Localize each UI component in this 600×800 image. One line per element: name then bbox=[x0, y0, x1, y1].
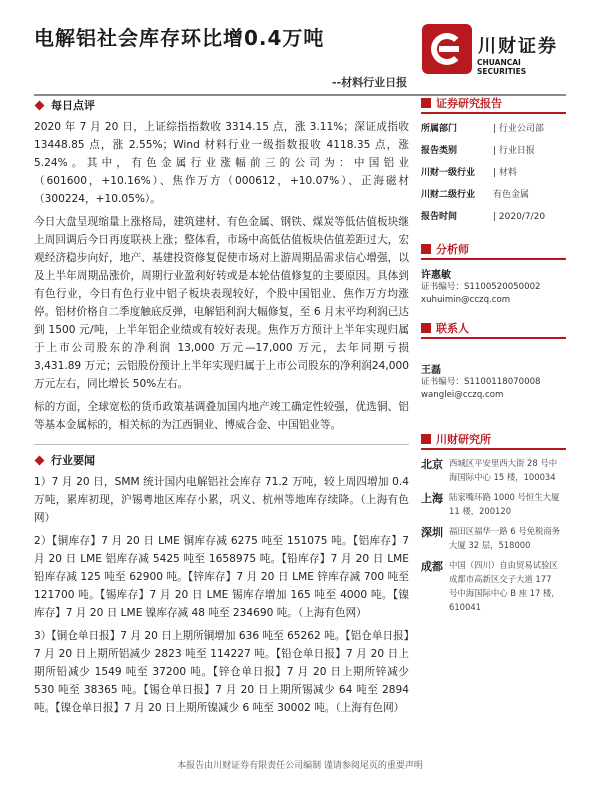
daily-paragraph-1: 2020 年 7 月 20 日，上证综指指数收 3314.15 点，涨 3.11%；深证成指收 13448.85 点，涨 2.55%；Wind 材料行业一级指数报收 4118.35 点，涨 5.24%。其中，有色金属行业涨幅前三的公司为：中国铝业（601600，+10.16%）、焦作万方（000612，+10.07%）、正海磁材（300224，+10.05%）。 bbox=[34, 121, 409, 205]
diamond-bullet-icon bbox=[35, 100, 45, 110]
report-info-row: 川财二级行业 有色金属 bbox=[421, 190, 530, 200]
report-header bbox=[34, 12, 566, 96]
office-entry bbox=[421, 490, 566, 518]
office-city: 成都 bbox=[421, 560, 443, 573]
section-industry-header bbox=[34, 451, 409, 469]
daily-paragraph-2: 今日大盘呈现缩量上涨格局，建筑建材、有色金属、钢铁、煤炭等低估值板块继上周回调后今日再度联袂上涨；整体看，市场中高低估值板块估值差距过大，宏观经济稳步向好，地产、基建投资修复促使市场对上游周期品需求信心增强，以及上半年周期品涨价，周期行业盈利好转或是本轮估值修复的主要原因。具体到有色行业，今日有色行业中铝子板块表现较好，个股中国铝业、焦作万方均涨停。铝材价格自二季度触底反弹，电解铝利润大幅修复，至 6 月末平均利润已达到 1500 元/吨，上半年铝企业绩或有较好表现。焦作万方预计上半年实现归属于上市公司股东的净利润 13,000 万元—17,000 万元，去年同期亏损3,431.89 万元；云铝股份预计上半年实现归属于上市公司股东的净利润24,000 万元左右，同比增长 50%左右。 bbox=[34, 216, 409, 390]
logo-chinese-name: 川财证券 bbox=[478, 36, 558, 57]
office-entry bbox=[421, 558, 566, 614]
logo-english-name: CHUANCAI SECURITIES bbox=[477, 58, 527, 76]
section-daily-title: 每日点评 bbox=[51, 99, 95, 112]
institute-icon bbox=[421, 434, 431, 444]
office-entry bbox=[421, 524, 566, 552]
sidebar-contact-title: 联系人 bbox=[436, 322, 469, 335]
sidebar-analyst-header bbox=[421, 242, 566, 260]
report-subtitle: --材料行业日报 bbox=[332, 76, 408, 89]
company-logo bbox=[422, 22, 566, 78]
report-icon bbox=[421, 98, 431, 108]
contact-icon bbox=[421, 323, 431, 333]
main-content bbox=[34, 96, 409, 717]
analyst-name: 许惠敏 bbox=[421, 270, 451, 281]
analyst-email[interactable]: xuhuimin@cczq.com bbox=[421, 295, 511, 305]
office-address: 福田区福华一路 6 号免税商务大厦 32 层，518000 bbox=[449, 526, 561, 550]
section-divider bbox=[34, 444, 409, 445]
daily-paragraph-3: 标的方面，全球宽松的货币政策基调叠加国内地产竣工确定性较强，优选铜、铝等基本金属标的，相关标的为江西铜业、博威合金、中国铝业等。 bbox=[34, 401, 409, 431]
section-daily-header bbox=[34, 96, 409, 114]
analyst-cert: 证书编号：S1100520050002 bbox=[421, 282, 541, 292]
analyst-icon bbox=[421, 244, 431, 254]
contact-email[interactable]: wanglei@cczq.com bbox=[421, 390, 504, 400]
office-city: 上海 bbox=[421, 492, 443, 505]
office-city: 深圳 bbox=[421, 526, 443, 539]
office-city: 北京 bbox=[421, 458, 443, 471]
section-industry-title: 行业要闻 bbox=[51, 454, 95, 467]
sidebar-institute-header bbox=[421, 432, 566, 450]
industry-paragraph-1: 1）7 月 20 日，SMM 统计国内电解铝社会库存 71.2 万吨，较上周四增加 0.4 万吨，累库初现，沪锡粤地区库存小累，巩义、杭州等地库存续降。（上海有色网） bbox=[34, 476, 409, 524]
sidebar-report-header bbox=[421, 96, 566, 114]
report-info-list bbox=[421, 118, 566, 228]
report-info-row: 报告类别 | 行业日报 bbox=[421, 146, 535, 156]
industry-paragraph-3: 3）【铜仓单日报】7 月 20 日上期所铜增加 636 吨至 65262 吨。【铝仓单日报】7 月 20 日上期所铝减少 2823 吨至 114227 吨。【铅仓单日报】7 月 20 日上期所铅减少 1549 吨至 37200 吨。【锌仓单日报】7 月 20 日上期所锌减少 530 吨至 38365 吨。【锡仓单日报】7 月 20 日上期所锡减少 64 吨至 2894 吨。【镍仓单日报】7 月 20 日上期所镍减少 6 吨至 30002 吨。（上海有色网） bbox=[34, 630, 409, 714]
page-footer: 本报告由川财证券有限责任公司编制 谨请参阅尾页的重要声明 bbox=[177, 761, 423, 771]
diamond-bullet-icon bbox=[35, 455, 45, 465]
contact-cert: 证书编号：S1100118070008 bbox=[421, 377, 541, 387]
report-info-row: 所属部门 | 行业公司部 bbox=[421, 124, 544, 134]
sidebar-analyst-title: 分析师 bbox=[436, 243, 469, 256]
office-address: 中国（四川）自由贸易试验区成都市高新区交子大道 177 号中海国际中心 B 座 17 楼，610041 bbox=[449, 560, 560, 612]
sidebar-contact-header bbox=[421, 321, 566, 339]
office-address: 西城区平安里西大街 28 号中海国际中心 15 楼，100034 bbox=[449, 458, 558, 482]
industry-paragraph-2: 2）【铜库存】7 月 20 日 LME 铜库存减 6275 吨至 151075 吨。【铝库存】7 月 20 日 LME 铝库存减 5425 吨至 1658975 吨。【铅库存】7 月 20 日 LME 铅库存减 125 吨至 62900 吨。【锌库存】7 月 20 日 LME 锌库存减 700 吨至 121700 吨。【锡库存】7 月 20 日 LME 锡库存增加 165 吨至 4000 吨。【镍库存】7 月 20 日 LME 镍库存减 48 吨至 234690 吨。（上海有色网） bbox=[34, 535, 409, 619]
sidebar-report-title: 证券研究报告 bbox=[436, 97, 502, 110]
report-info-row: 报告时间 | 2020/7/20 bbox=[421, 212, 546, 222]
office-address: 陆家嘴环路 1000 号恒生大厦 11 楼，200120 bbox=[449, 492, 560, 516]
contact-name: 王磊 bbox=[421, 365, 441, 376]
logo-mark-icon bbox=[422, 24, 472, 74]
sidebar-institute-title: 川财研究所 bbox=[436, 433, 491, 446]
report-title: 电解铝社会库存环比增0.4万吨 bbox=[34, 26, 325, 50]
office-entry bbox=[421, 456, 566, 484]
report-info-row: 川财一级行业 | 材料 bbox=[421, 168, 517, 178]
sidebar bbox=[421, 96, 566, 614]
